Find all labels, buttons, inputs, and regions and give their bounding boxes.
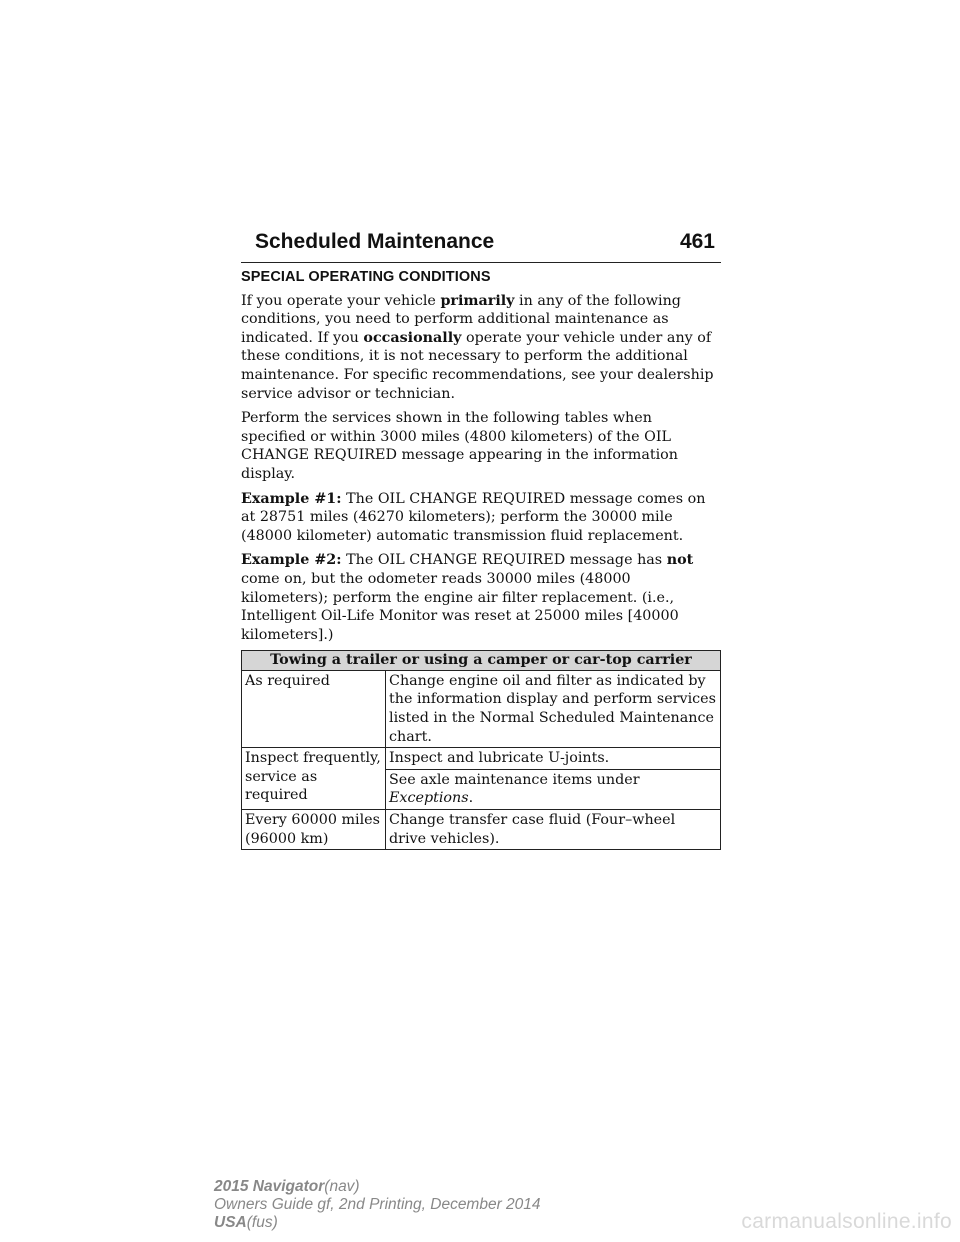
footer-line-3	[214, 1214, 541, 1232]
footer-market: USA	[214, 1214, 247, 1231]
interval-cell: Every 60000 miles (96000 km)	[242, 810, 386, 850]
text-run: .	[468, 790, 474, 807]
action-cell	[386, 769, 721, 809]
bold-not: not	[666, 552, 694, 569]
example-1	[241, 490, 721, 546]
section-heading: SPECIAL OPERATING CONDITIONS	[241, 269, 491, 285]
text-run: See axle maintenance items under	[389, 771, 640, 788]
table-row	[242, 670, 721, 747]
text-run: If you operate your vehicle	[241, 292, 441, 309]
text-run: in any of the following conditions, you need to perform additional maintenance as indicated. If you	[241, 292, 681, 346]
footer-market-code: (fus)	[246, 1214, 278, 1231]
example-1-text: The OIL CHANGE REQUIRED message comes on at 28751 miles (46270 kilometers); perform the 30000 mile (48000 kilometer) automatic transmission fluid replacement.	[241, 490, 706, 544]
action-cell: Change transfer case fluid (Four–wheel drive vehicles).	[386, 810, 721, 850]
bold-primarily: primarily	[440, 292, 515, 309]
towing-maintenance-table	[241, 650, 721, 850]
exceptions-italic: Exceptions	[389, 790, 469, 807]
interval-cell: As required	[242, 670, 386, 747]
text-run: The OIL CHANGE REQUIRED message has	[341, 552, 667, 569]
footer-model: 2015 Navigator	[214, 1178, 325, 1195]
action-cell: Inspect and lubricate U-joints.	[386, 748, 721, 770]
text-run: come on, but the odometer reads 30000 miles (48000 kilometers); perform the engine air filter replacement. (i.e., Intelligent Oil-Life Monitor was reset at 25000 miles [40000 kilometers].)	[241, 570, 679, 643]
bold-occasionally: occasionally	[363, 329, 462, 346]
action-cell: Change engine oil and filter as indicated by the information display and perform services listed in the Normal Scheduled Maintenance chart.	[386, 670, 721, 747]
running-header	[241, 228, 721, 263]
footer-model-code: (nav)	[324, 1178, 360, 1195]
footer-line-1	[214, 1178, 541, 1196]
document-footer	[214, 1178, 541, 1232]
page-number: 461	[679, 230, 715, 253]
table-header-row	[242, 651, 721, 671]
table-header: Towing a trailer or using a camper or car-top carrier	[242, 651, 721, 671]
table-row	[242, 748, 721, 770]
watermark: carmanualsonline.info	[741, 1210, 952, 1233]
section-title: Scheduled Maintenance	[255, 230, 495, 253]
intro-paragraph	[241, 292, 721, 404]
example-2	[241, 551, 721, 644]
footer-line-2: Owners Guide gf, 2nd Printing, December 2014	[214, 1196, 541, 1213]
interval-cell: Inspect frequently, service as required	[242, 748, 386, 810]
table-row	[242, 810, 721, 850]
text-run: operate your vehicle under any of these conditions, it is not necessary to perform the additional maintenance. For specific recommendations, see your dealership service advisor or technician.	[241, 329, 714, 402]
services-paragraph: Perform the services shown in the following tables when specified or within 3000 miles (4800 kilometers) of the OIL CHANGE REQUIRED message appearing in the information display.	[241, 410, 678, 482]
example-2-label: Example #2:	[241, 552, 342, 569]
example-1-label: Example #1:	[241, 490, 342, 507]
main-content	[241, 268, 721, 850]
